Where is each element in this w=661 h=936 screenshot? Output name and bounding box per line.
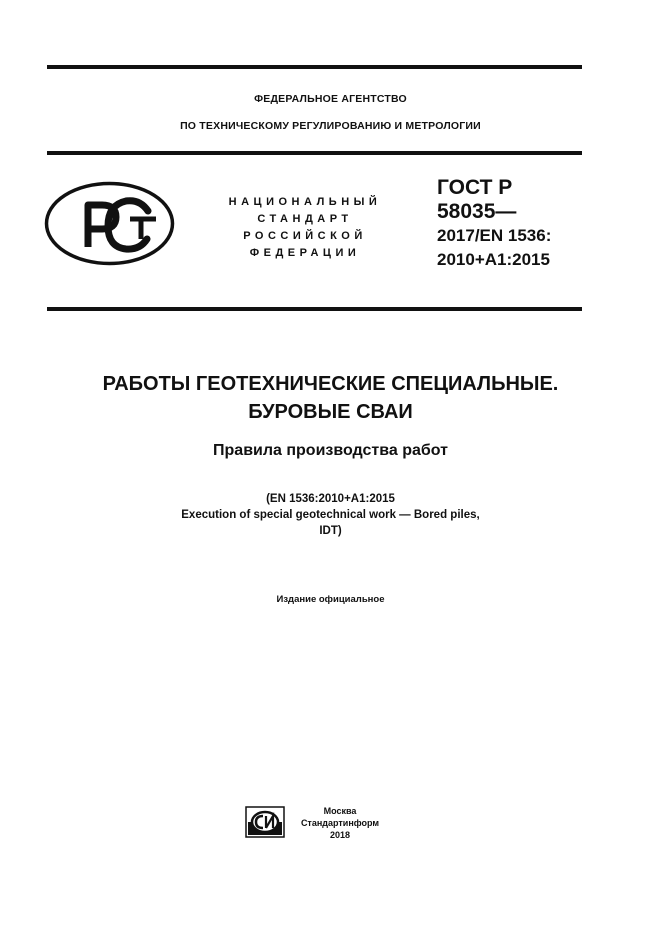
document-title-line-2: БУРОВЫЕ СВАИ — [248, 401, 413, 423]
designation-line-2: 58035— — [437, 200, 517, 223]
agency-name-line-1: ФЕДЕРАЛЬНОЕ АГЕНТСТВО — [254, 93, 407, 105]
national-standard-line-3: РОССИЙСКОЙ — [243, 230, 367, 242]
publisher-city: Москва — [323, 806, 357, 816]
edition-label: Издание официальное — [276, 594, 385, 605]
en-reference-line-2: Execution of special geotechnical work — Bored piles, — [181, 509, 480, 521]
publisher-imprint — [290, 805, 390, 841]
en-reference — [0, 491, 661, 539]
national-standard-line-2: СТАНДАРТ — [257, 213, 353, 225]
title-block-rule — [47, 307, 582, 311]
rst-emblem-icon — [44, 181, 175, 266]
national-standard-label — [205, 194, 405, 262]
agency-name-line-2: ПО ТЕХНИЧЕСКОМУ РЕГУЛИРОВАНИЮ И МЕТРОЛОГИИ — [180, 120, 481, 132]
header-rule — [47, 151, 582, 155]
document-title — [0, 370, 661, 426]
designation-line-3: 2017/EN 1536: — [437, 226, 552, 245]
publisher-name: Стандартинформ — [300, 818, 380, 828]
publication-year: 2018 — [329, 830, 351, 840]
top-rule — [47, 65, 582, 69]
document-title-line-1: РАБОТЫ ГЕОТЕХНИЧЕСКИЕ СПЕЦИАЛЬНЫЕ. — [102, 373, 559, 395]
designation-line-4: 2010+A1:2015 — [437, 250, 550, 269]
en-reference-line-3: IDT) — [319, 525, 342, 537]
document-subtitle: Правила производства работ — [213, 442, 448, 459]
national-standard-line-4: ФЕДЕРАЦИИ — [249, 247, 361, 259]
designation-line-1: ГОСТ Р — [437, 176, 513, 199]
standard-designation — [437, 176, 551, 272]
standartinform-logo-icon — [245, 806, 285, 838]
en-reference-line-1: (EN 1536:2010+A1:2015 — [266, 493, 395, 505]
national-standard-line-1: НАЦИОНАЛЬНЫЙ — [228, 196, 382, 208]
